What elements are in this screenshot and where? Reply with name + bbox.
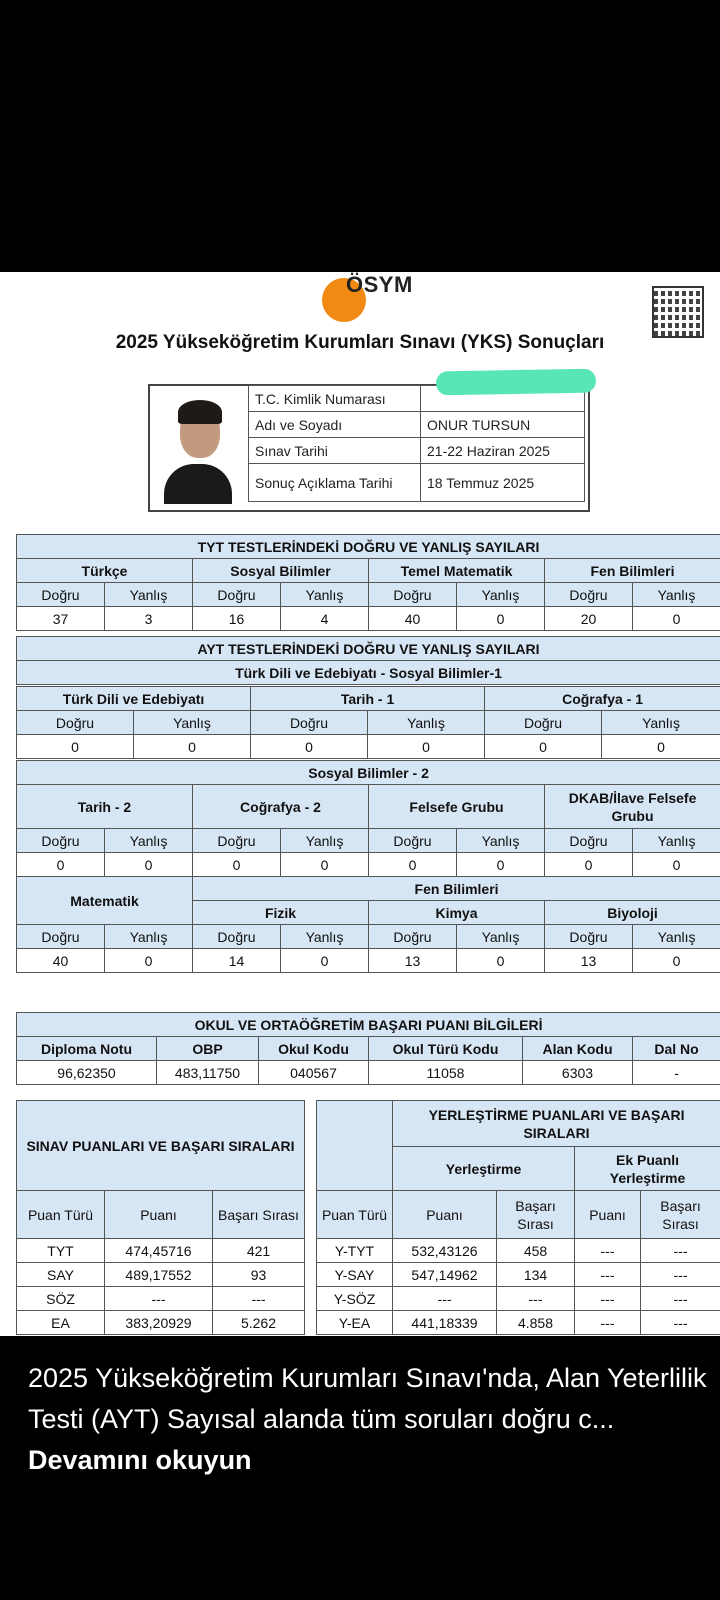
identity-value: ONUR TURSUN bbox=[421, 412, 585, 438]
value-cell: 13 bbox=[369, 949, 457, 973]
dogru-header: Doğru bbox=[193, 829, 281, 853]
value-cell: 483,11750 bbox=[157, 1061, 259, 1085]
subject-header: Coğrafya - 1 bbox=[485, 687, 720, 711]
okul-table bbox=[16, 1012, 720, 1085]
value-cell: 0 bbox=[134, 735, 251, 759]
score-header: Başarı Sırası bbox=[497, 1191, 575, 1239]
rank-value: 134 bbox=[497, 1263, 575, 1287]
value-cell: 0 bbox=[602, 735, 720, 759]
yanlis-header: Yanlış bbox=[633, 583, 720, 607]
value-cell: 40 bbox=[369, 607, 457, 631]
value-cell: 96,62350 bbox=[17, 1061, 157, 1085]
okul-header: Dal No bbox=[633, 1037, 720, 1061]
dogru-header: Doğru bbox=[17, 925, 105, 949]
tyt-table bbox=[16, 534, 720, 631]
empty-header bbox=[317, 1101, 393, 1191]
score-value: 489,17552 bbox=[105, 1263, 213, 1287]
identity-value: 21-22 Haziran 2025 bbox=[421, 438, 585, 464]
value-cell: 040567 bbox=[259, 1061, 369, 1085]
subject-header: Tarih - 2 bbox=[17, 785, 193, 829]
osym-logo bbox=[322, 272, 522, 320]
yanlis-header: Yanlış bbox=[105, 925, 193, 949]
score-type: Y-EA bbox=[317, 1311, 393, 1335]
dogru-header: Doğru bbox=[369, 829, 457, 853]
rank-value: --- bbox=[641, 1287, 720, 1311]
value-cell: 20 bbox=[545, 607, 633, 631]
rank-value: --- bbox=[641, 1239, 720, 1263]
identity-table bbox=[248, 385, 585, 502]
score-header: Başarı Sırası bbox=[641, 1191, 720, 1239]
ayt-table bbox=[16, 636, 720, 685]
yerlestirme-title: YERLEŞTİRME PUANLARI VE BAŞARI SIRALARI bbox=[393, 1101, 720, 1147]
ayt-title: AYT TESTLERİNDEKİ DOĞRU VE YANLIŞ SAYILARI bbox=[17, 637, 720, 661]
value-cell: 16 bbox=[193, 607, 281, 631]
yanlis-header: Yanlış bbox=[457, 829, 545, 853]
value-cell: 6303 bbox=[523, 1061, 633, 1085]
value-cell: 0 bbox=[633, 949, 720, 973]
score-value: 547,14962 bbox=[393, 1263, 497, 1287]
yanlis-header: Yanlış bbox=[281, 829, 369, 853]
yanlis-header: Yanlış bbox=[281, 925, 369, 949]
ek-puanli-sub: Ek Puanlı Yerleştirme bbox=[575, 1147, 720, 1191]
value-cell: 0 bbox=[17, 735, 134, 759]
yanlis-header: Yanlış bbox=[633, 925, 720, 949]
yanlis-header: Yanlış bbox=[457, 925, 545, 949]
score-value: 474,45716 bbox=[105, 1239, 213, 1263]
score-value: 441,18339 bbox=[393, 1311, 497, 1335]
dogru-header: Doğru bbox=[251, 711, 368, 735]
sinav-title: SINAV PUANLARI VE BAŞARI SIRALARI bbox=[17, 1101, 305, 1191]
ayt-s2-table bbox=[16, 760, 720, 973]
caption-text: 2025 Yükseköğretim Kurumları Sınavı'nda, Alan Yeterlilik Testi (AYT) Sayısal alanda tüm soruları doğru c... bbox=[28, 1363, 707, 1434]
okul-header: Okul Kodu bbox=[259, 1037, 369, 1061]
score-header: Puan Türü bbox=[317, 1191, 393, 1239]
subject-header: Temel Matematik bbox=[369, 559, 545, 583]
identity-label: T.C. Kimlik Numarası bbox=[249, 386, 421, 412]
score-type: SÖZ bbox=[17, 1287, 105, 1311]
tyt-title: TYT TESTLERİNDEKİ DOĞRU VE YANLIŞ SAYILARI bbox=[17, 535, 720, 559]
identity-label: Adı ve Soyadı bbox=[249, 412, 421, 438]
score-value: --- bbox=[575, 1239, 641, 1263]
page-title: 2025 Yükseköğretim Kurumları Sınavı (YKS) Sonuçları bbox=[115, 332, 605, 353]
okul-header: Diploma Notu bbox=[17, 1037, 157, 1061]
score-value: --- bbox=[575, 1311, 641, 1335]
subject-header: Biyoloji bbox=[545, 901, 720, 925]
value-cell: 40 bbox=[17, 949, 105, 973]
okul-header: Okul Türü Kodu bbox=[369, 1037, 523, 1061]
okul-header: OBP bbox=[157, 1037, 259, 1061]
logo-text: ÖSYM bbox=[346, 272, 413, 297]
dogru-header: Doğru bbox=[369, 583, 457, 607]
ayt-section-title: Sosyal Bilimler - 2 bbox=[17, 761, 720, 785]
rank-value: --- bbox=[213, 1287, 305, 1311]
value-cell: 11058 bbox=[369, 1061, 523, 1085]
yerlestirme-sub: Yerleştirme bbox=[393, 1147, 575, 1191]
value-cell: 0 bbox=[105, 853, 193, 877]
score-value: --- bbox=[575, 1263, 641, 1287]
yanlis-header: Yanlış bbox=[602, 711, 720, 735]
score-header: Puanı bbox=[575, 1191, 641, 1239]
score-header: Puanı bbox=[105, 1191, 213, 1239]
score-value: --- bbox=[105, 1287, 213, 1311]
rank-value: 4.858 bbox=[497, 1311, 575, 1335]
rank-value: 5.262 bbox=[213, 1311, 305, 1335]
value-cell: 0 bbox=[545, 853, 633, 877]
value-cell: 13 bbox=[545, 949, 633, 973]
dogru-header: Doğru bbox=[545, 583, 633, 607]
yanlis-header: Yanlış bbox=[633, 829, 720, 853]
value-cell: 0 bbox=[633, 853, 720, 877]
score-type: Y-SÖZ bbox=[317, 1287, 393, 1311]
rank-value: 421 bbox=[213, 1239, 305, 1263]
identity-value: 18 Temmuz 2025 bbox=[421, 464, 585, 502]
subject-header: Fen Bilimleri bbox=[545, 559, 720, 583]
value-cell: - bbox=[633, 1061, 720, 1085]
score-type: Y-SAY bbox=[317, 1263, 393, 1287]
score-type: Y-TYT bbox=[317, 1239, 393, 1263]
subject-header: Kimya bbox=[369, 901, 545, 925]
dogru-header: Doğru bbox=[17, 829, 105, 853]
yanlis-header: Yanlış bbox=[281, 583, 369, 607]
yanlis-header: Yanlış bbox=[368, 711, 485, 735]
value-cell: 4 bbox=[281, 607, 369, 631]
subject-header: Sosyal Bilimler bbox=[193, 559, 369, 583]
value-cell: 0 bbox=[633, 607, 720, 631]
score-header: Başarı Sırası bbox=[213, 1191, 305, 1239]
subject-header: Fen Bilimleri bbox=[193, 877, 720, 901]
dogru-header: Doğru bbox=[193, 583, 281, 607]
dogru-header: Doğru bbox=[545, 829, 633, 853]
dogru-header: Doğru bbox=[485, 711, 602, 735]
subject-header: Türk Dili ve Edebiyatı bbox=[17, 687, 251, 711]
value-cell: 0 bbox=[105, 949, 193, 973]
yanlis-header: Yanlış bbox=[457, 583, 545, 607]
ayt-s1-table bbox=[16, 686, 720, 759]
read-more-link[interactable]: Devamını okuyun bbox=[28, 1445, 252, 1475]
value-cell: 3 bbox=[105, 607, 193, 631]
ayt-section-title: Türk Dili ve Edebiyatı - Sosyal Bilimler-1 bbox=[17, 661, 720, 685]
post-caption[interactable] bbox=[28, 1358, 708, 1481]
value-cell: 0 bbox=[368, 735, 485, 759]
subject-header: Matematik bbox=[17, 877, 193, 925]
score-header: Puanı bbox=[393, 1191, 497, 1239]
value-cell: 14 bbox=[193, 949, 281, 973]
value-cell: 0 bbox=[17, 853, 105, 877]
yanlis-header: Yanlış bbox=[134, 711, 251, 735]
value-cell: 0 bbox=[281, 949, 369, 973]
redaction-scribble bbox=[436, 369, 596, 396]
subject-header: Türkçe bbox=[17, 559, 193, 583]
dogru-header: Doğru bbox=[17, 711, 134, 735]
yanlis-header: Yanlış bbox=[105, 583, 193, 607]
rank-value: --- bbox=[641, 1263, 720, 1287]
identity-label: Sınav Tarihi bbox=[249, 438, 421, 464]
subject-header: DKAB/İlave Felsefe Grubu bbox=[545, 785, 720, 829]
qr-code-icon bbox=[652, 286, 704, 338]
dogru-header: Doğru bbox=[193, 925, 281, 949]
sinav-puanlari-table bbox=[16, 1100, 305, 1335]
score-value: 383,20929 bbox=[105, 1311, 213, 1335]
okul-title: OKUL VE ORTAÖĞRETİM BAŞARI PUANI BİLGİLERİ bbox=[17, 1013, 720, 1037]
value-cell: 0 bbox=[193, 853, 281, 877]
rank-value: --- bbox=[497, 1287, 575, 1311]
value-cell: 0 bbox=[457, 949, 545, 973]
dogru-header: Doğru bbox=[17, 583, 105, 607]
value-cell: 37 bbox=[17, 607, 105, 631]
rank-value: --- bbox=[641, 1311, 720, 1335]
yanlis-header: Yanlış bbox=[105, 829, 193, 853]
rank-value: 93 bbox=[213, 1263, 305, 1287]
score-value: --- bbox=[575, 1287, 641, 1311]
rank-value: 458 bbox=[497, 1239, 575, 1263]
value-cell: 0 bbox=[251, 735, 368, 759]
score-type: SAY bbox=[17, 1263, 105, 1287]
value-cell: 0 bbox=[281, 853, 369, 877]
candidate-photo bbox=[160, 392, 236, 504]
identity-label: Sonuç Açıklama Tarihi bbox=[249, 464, 421, 502]
results-document-image bbox=[0, 272, 720, 1336]
score-value: --- bbox=[393, 1287, 497, 1311]
value-cell: 0 bbox=[457, 853, 545, 877]
subject-header: Coğrafya - 2 bbox=[193, 785, 369, 829]
score-value: 532,43126 bbox=[393, 1239, 497, 1263]
value-cell: 0 bbox=[485, 735, 602, 759]
value-cell: 0 bbox=[457, 607, 545, 631]
subject-header: Felsefe Grubu bbox=[369, 785, 545, 829]
score-header: Puan Türü bbox=[17, 1191, 105, 1239]
score-type: EA bbox=[17, 1311, 105, 1335]
yerlestirme-table bbox=[316, 1100, 720, 1335]
subject-header: Tarih - 1 bbox=[251, 687, 485, 711]
identity-box bbox=[148, 384, 590, 512]
score-type: TYT bbox=[17, 1239, 105, 1263]
dogru-header: Doğru bbox=[545, 925, 633, 949]
value-cell: 0 bbox=[369, 853, 457, 877]
dogru-header: Doğru bbox=[369, 925, 457, 949]
subject-header: Fizik bbox=[193, 901, 369, 925]
okul-header: Alan Kodu bbox=[523, 1037, 633, 1061]
